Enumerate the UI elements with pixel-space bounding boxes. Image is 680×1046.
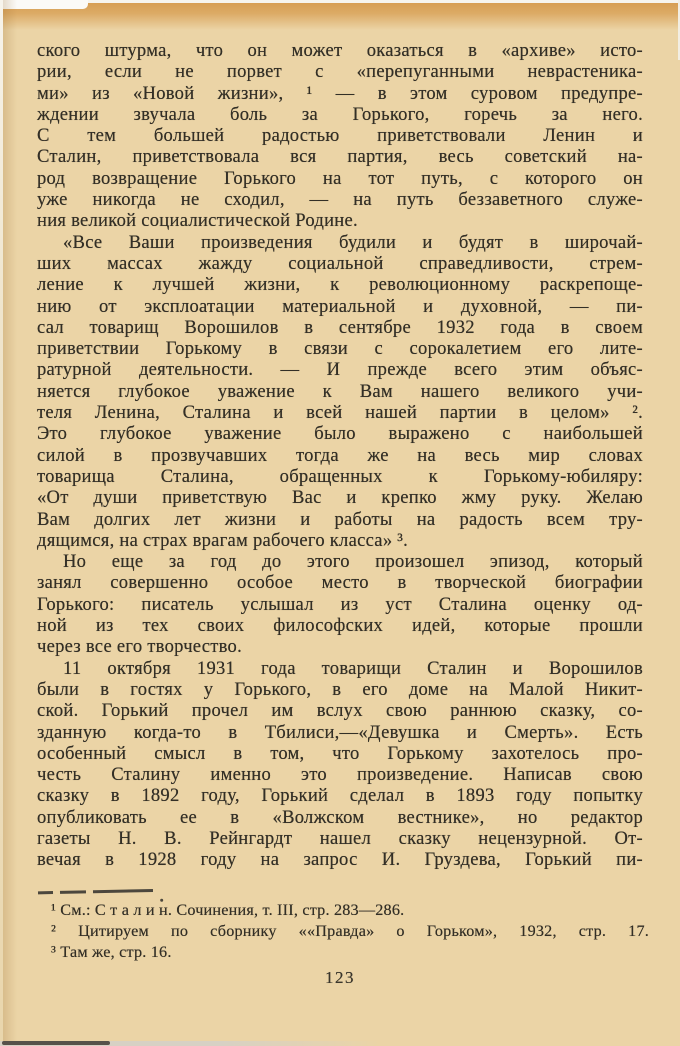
text-line: ского штурма, что он может оказаться в «архиве» исто- — [37, 40, 643, 61]
text-line: Но еще за год до этого произошел эпизод, который — [63, 551, 643, 573]
text-line: теля Ленина, Сталина и всей нашей партии в целом» ². — [37, 402, 643, 424]
text-line: ми» из «Новой жизни», ¹ — в этом суровом предупре- — [37, 82, 643, 104]
paragraph — [37, 551, 643, 657]
text-line: особенный смысл в том, что Горькому захотелось про- — [37, 742, 643, 764]
text-line: ской. Горький прочел им вслух свою раннюю сказку, со- — [37, 700, 643, 722]
text-line: были в гостях у Горького, в его доме на Малой Никит- — [37, 678, 643, 700]
page-top-edge-shading — [0, 0, 680, 30]
text-line: Сталин, приветствовала вся партия, весь советский на- — [37, 146, 643, 168]
text-line: Горького: писатель услышал из уст Сталина оценку од- — [37, 593, 643, 615]
text-line: ших массах жажду социальной справедливости, стрем- — [37, 252, 643, 274]
paragraph — [37, 658, 643, 871]
text-line: дящимся, на страх врагам рабочего класса» ³. — [37, 529, 408, 551]
text-line: зданную когда-то в Тбилиси,—«Девушка и Смерть». Есть — [37, 721, 643, 743]
text-block — [37, 40, 643, 871]
text-line: няется глубокое уважение к Вам нашего великого учи- — [37, 380, 643, 402]
paragraph — [37, 232, 643, 551]
text-line: приветствии Горькому в связи с сорокалетием его лите- — [37, 338, 643, 360]
text-line: рии, если не порвет с «перепуганными неврастеника- — [37, 61, 643, 83]
text-line: сал товарищ Ворошилов в сентябре 1932 года в своем — [37, 316, 643, 338]
text-line: газеты Н. В. Рейнгардт нашел сказку нецензурной. От- — [37, 827, 643, 849]
text-line: силой в прозвучавших тогда же на весь мир словах — [37, 444, 643, 466]
text-line: «Все Ваши произведения будили и будят в широчай- — [63, 231, 643, 253]
text-line: вечая в 1928 году на запрос И. Груздева, Горький пи- — [37, 849, 643, 871]
text-line: через все его творчество. — [37, 636, 242, 658]
text-line: честь Сталину именно это произведение. Написав свою — [37, 764, 643, 786]
text-line: «От души приветствую Вас и крепко жму руку. Желаю — [37, 487, 643, 509]
text-line: род возвращение Горького на тот путь, с которого он — [37, 167, 643, 189]
text-line: сказку в 1892 году, Горький сделал в 1893 году попытку — [37, 785, 643, 807]
footnotes — [37, 900, 649, 963]
footnote: ² Цитируем по сборнику ««Правда» о Горьком», 1932, стр. 17. — [51, 922, 649, 940]
text-line: опубликовать ее в «Волжском вестнике», но редактор — [37, 806, 643, 828]
text-line: занял совершенно особое место в творческой биографии — [37, 572, 643, 594]
footnote: ³ Там же, стр. 16. — [51, 943, 172, 961]
text-line: ной из тех своих философских идей, которые прошли — [37, 615, 643, 637]
text-line: Это глубокое уважение было выражено с наибольшей — [37, 423, 643, 445]
paragraph — [37, 40, 643, 232]
text-line: Вам долгих лет жизни и работы на радость всем тру- — [37, 508, 643, 530]
text-line: ждении звучала боль за Горького, горечь за него. — [37, 103, 643, 125]
text-line: 11 октября 1931 года товарищи Сталин и Ворошилов — [63, 657, 643, 679]
text-line: уже никогда не сходил, — на путь беззаветного служе- — [37, 189, 643, 211]
page-curve-shadow — [3, 0, 17, 1046]
page-number: 123 — [325, 968, 355, 987]
text-line: ление к лучшей жизни, к революционному раскрепоще- — [37, 274, 643, 296]
text-line: ния великой социалистической Родине. — [37, 210, 358, 232]
text-line: товарища Сталина, обращенных к Горькому-юбиляру: — [37, 465, 643, 487]
text-line: нию от эксплоатации материальной и духовной, — пи- — [37, 295, 643, 317]
text-line: ратурной деятельности. — И прежде всего этим объяс- — [37, 359, 643, 381]
scan-shadow-bottom-left — [2, 1041, 110, 1045]
footnote: ¹ См.: С т а л и н. Сочинения, т. III, стр. 283—286. — [51, 901, 405, 919]
footnote-separator — [38, 889, 168, 896]
text-line: С тем большей радостью приветствовали Ленин и — [37, 125, 643, 147]
scan-edge-top — [0, 0, 680, 3]
